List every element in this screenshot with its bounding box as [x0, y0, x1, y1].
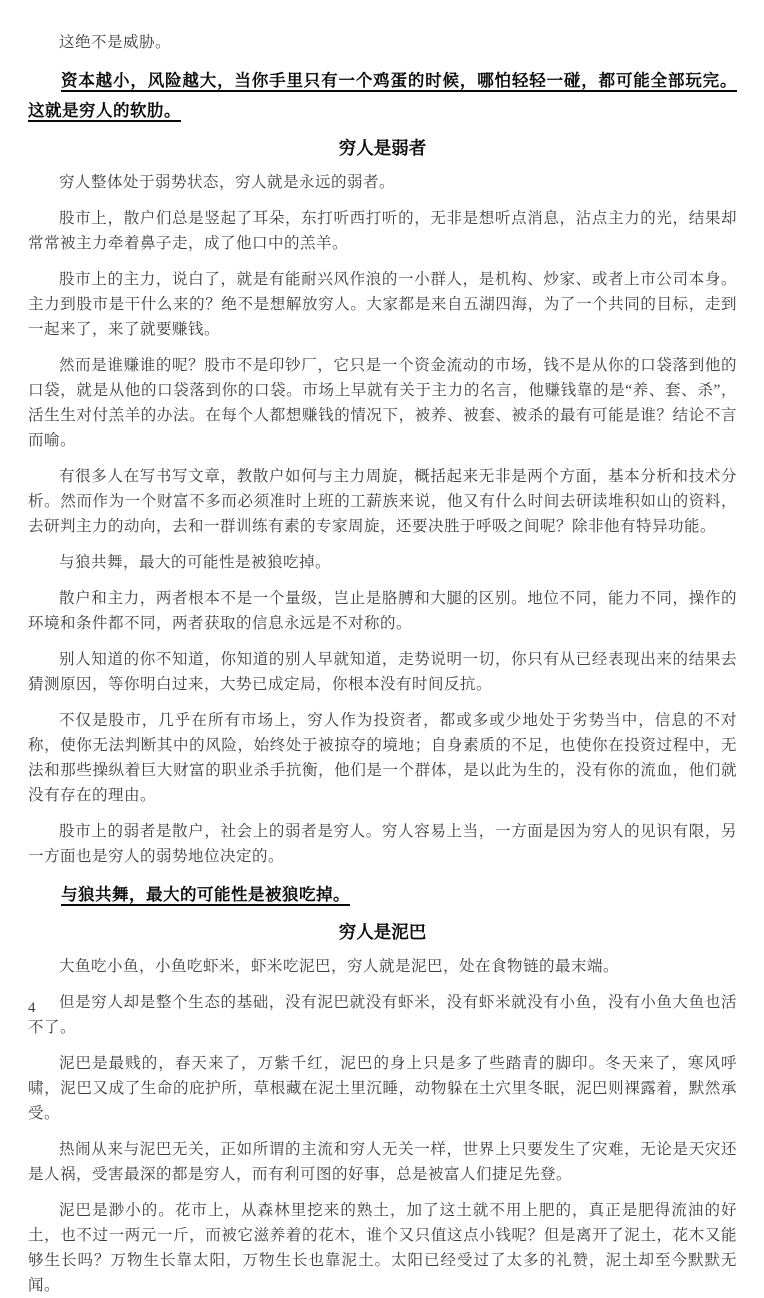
paragraph: 有很多人在写书写文章，教散户如何与主力周旋，概括起来无非是两个方面，基本分析和技术分析。然而作为一个财富不多而必须准时上班的工薪族来说，他又有什么时间去研读堆积如山的资料，去研判主力的动向，去和一群训练有素的专家周旋，还要决胜于呼吸之间呢？除非他有特异功能。 [28, 468, 737, 535]
paragraph: 不仅是股市，几乎在所有市场上，穷人作为投资者，都或多或少地处于劣势当中，信息的不对称，使你无法判断其中的风险，始终处于被掠夺的境地；自身素质的不足，也使你在投资过程中，无法和那些操纵着巨大财富的职业杀手抗衡，他们是一个群体，是以此为生的，没有你的流血，他们就没有存在的理由。 [28, 712, 737, 804]
page-number: 4 [28, 1000, 36, 1016]
paragraph: 泥巴是最贱的，春天来了，万紫千红，泥巴的身上只是多了些踏青的脚印。冬天来了，寒风呼啸，泥巴又成了生命的庇护所，草根藏在泥土里沉睡，动物躲在土穴里冬眠，泥巴则裸露着，默然承受。 [28, 1055, 737, 1122]
paragraph-intro: 这绝不是威胁。 [59, 34, 172, 51]
paragraph-bold-capital-risk: 资本越小，风险越大，当你手里只有一个鸡蛋的时候，哪怕轻轻一碰，都可能全部玩完。这就是穷人的软肋。 [28, 72, 737, 120]
paragraph: 与狼共舞，最大的可能性是被狼吃掉。 [59, 554, 332, 571]
paragraph: 穷人整体处于弱势状态，穷人就是永远的弱者。 [59, 174, 396, 191]
paragraph: 散户和主力，两者根本不是一个量级，岂止是胳膊和大腿的区别。地位不同，能力不同，操作的环境和条件都不同，两者获取的信息永远是不对称的。 [28, 590, 737, 632]
paragraph: 泥巴是渺小的。花市上，从森林里挖来的熟土，加了这土就不用上肥的，真正是肥得流油的好土，也不过一两元一斤，而被它滋养着的花木，谁个又只值这点小钱呢？但是离开了泥土，花木又能够生长吗？万物生长靠太阳，万物生长也靠泥土。太阳已经受过了太多的礼赞，泥土却至今默默无闻。 [28, 1202, 737, 1294]
paragraph: 股市上的主力，说白了，就是有能耐兴风作浪的一小群人，是机构、炒家、或者上市公司本身。主力到股市是干什么来的？绝不是想解放穷人。大家都是来自五湖四海，为了一个共同的目标，走到一起来了，来了就要赚钱。 [28, 271, 737, 338]
paragraph: 热闹从来与泥巴无关，正如所谓的主流和穷人无关一样，世界上只要发生了灾难，无论是天灾还是人祸，受害最深的都是穷人，而有利可图的好事，总是被富人们捷足先登。 [28, 1141, 737, 1183]
paragraph: 但是穷人却是整个生态的基础，没有泥巴就没有虾米，没有虾米就没有小鱼，没有小鱼大鱼也活不了。 [28, 994, 737, 1036]
section-heading-poor-are-weak: 穷人是弱者 [338, 138, 427, 158]
section-heading-poor-are-mud: 穷人是泥巴 [338, 922, 427, 942]
paragraph: 股市上，散户们总是竖起了耳朵，东打听西打听的，无非是想听点消息，沾点主力的光，结果却常常被主力牵着鼻子走，成了他口中的羔羊。 [28, 210, 737, 252]
paragraph: 大鱼吃小鱼，小鱼吃虾米，虾米吃泥巴，穷人就是泥巴，处在食物链的最末端。 [59, 958, 620, 975]
paragraph: 别人知道的你不知道，你知道的别人早就知道，走势说明一切，你只有从已经表现出来的结果去猜测原因，等你明白过来，大势已成定局，你根本没有时间反抗。 [28, 651, 737, 693]
paragraph: 然而是谁赚谁的呢？股市不是印钞厂，它只是一个资金流动的市场，钱不是从你的口袋落到他的口袋，就是从他的口袋落到你的口袋。市场上早就有关于主力的名言，他赚钱靠的是“养、套、杀”，活生生对付羔羊的办法。在每个人都想赚钱的情况下，被养、被套、被杀的最有可能是谁？结论不言而喻。 [28, 357, 737, 449]
paragraph-bold-wolf: 与狼共舞，最大的可能性是被狼吃掉。 [61, 886, 350, 904]
paragraph: 股市上的弱者是散户，社会上的弱者是穷人。穷人容易上当，一方面是因为穷人的见识有限，另一方面也是穷人的弱势地位决定的。 [28, 823, 737, 865]
